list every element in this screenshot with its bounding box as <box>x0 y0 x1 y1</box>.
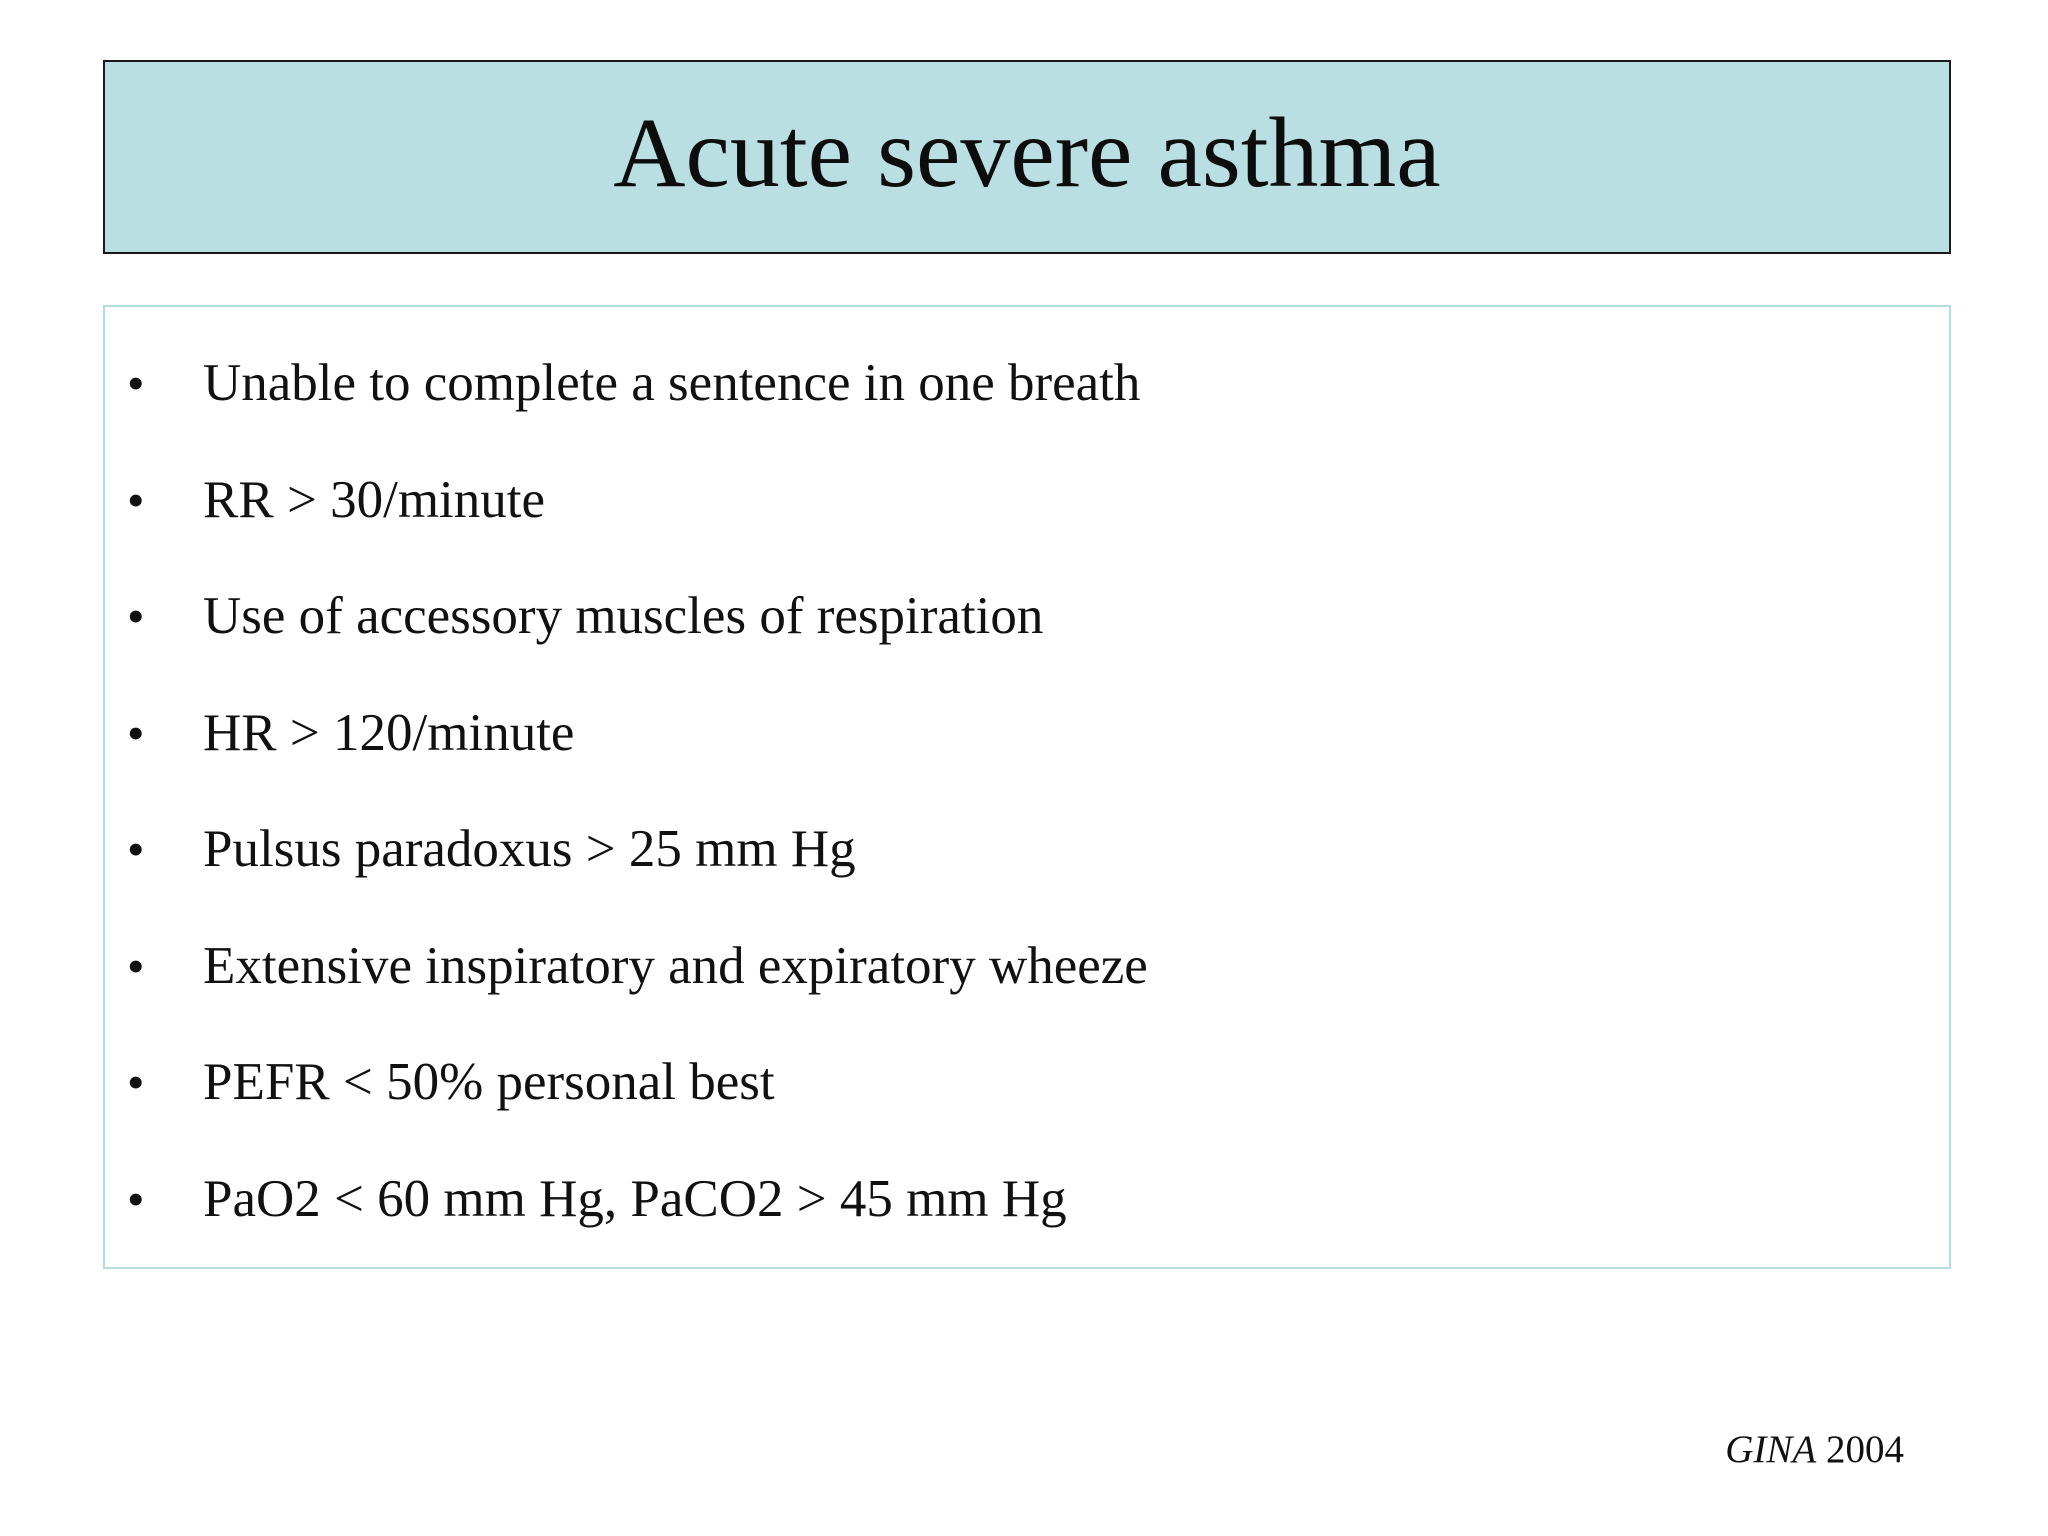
bullet-item <box>105 1042 1949 1159</box>
bullet-text: RR > 30/minute <box>203 470 546 529</box>
bullet-dot: • <box>127 821 145 877</box>
bullet-item <box>105 460 1949 577</box>
slide-title-box <box>103 60 1951 254</box>
bullet-text: HR > 120/minute <box>203 703 575 762</box>
source-name: GINA <box>1725 1428 1817 1471</box>
bullet-dot: • <box>127 588 145 644</box>
bullet-text: PaO2 < 60 mm Hg, PaCO2 > 45 mm Hg <box>203 1169 1067 1228</box>
bullet-text: Use of accessory muscles of respiration <box>203 587 1044 645</box>
bullet-text: Extensive inspiratory and expiratory wheeze <box>203 936 1148 995</box>
bullet-item <box>105 693 1949 810</box>
bullet-text: Pulsus paradoxus > 25 mm Hg <box>203 820 856 878</box>
bullet-item <box>105 1159 1949 1276</box>
bullet-dot: • <box>127 355 145 411</box>
slide-title: Acute severe asthma <box>613 97 1441 208</box>
bullet-dot: • <box>127 704 145 761</box>
source-year: 2004 <box>1826 1428 1904 1471</box>
bullet-dot: • <box>127 937 145 994</box>
bullet-content-box <box>103 305 1951 1269</box>
bullet-list <box>105 343 1949 1275</box>
bullet-dot: • <box>127 1170 145 1227</box>
bullet-item <box>105 576 1949 693</box>
bullet-item <box>105 809 1949 926</box>
bullet-dot: • <box>127 471 145 528</box>
bullet-item <box>105 343 1949 460</box>
bullet-text: PEFR < 50% personal best <box>203 1053 775 1111</box>
bullet-dot: • <box>127 1054 145 1110</box>
bullet-item <box>105 926 1949 1043</box>
source-citation <box>1725 1430 1904 1469</box>
bullet-text: Unable to complete a sentence in one breath <box>203 354 1141 412</box>
